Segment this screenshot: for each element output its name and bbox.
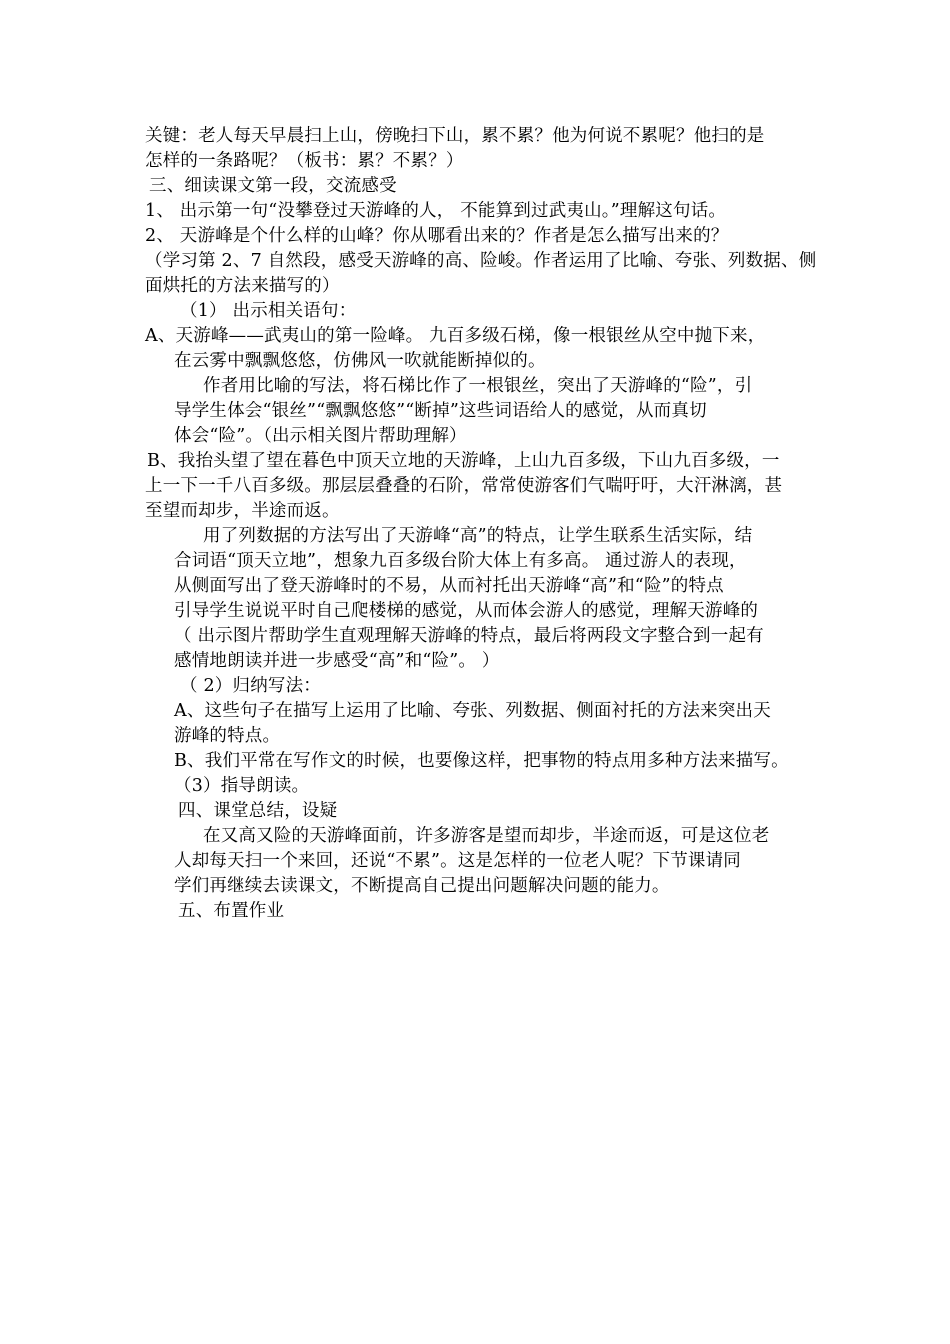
section-heading-4: 四、课堂总结，设疑 xyxy=(178,801,338,821)
text-line-conclusion-2: 人却每天扫一个来回，还说“不累”。这是怎样的一位老人呢？下节课请同 xyxy=(174,851,741,871)
text-line-conclusion-1: 在又高又险的天游峰面前，许多游客是望而却步，半途而返，可是这位老 xyxy=(203,826,770,846)
section-heading-5: 五、布置作业 xyxy=(178,901,285,921)
text-line-a-2: 在云雾中飘飘悠悠，仿佛风一吹就能断掉似的。 xyxy=(174,351,546,371)
text-line-keypoint-2: 怎样的一条路呢？（板书：累？不累？） xyxy=(145,151,464,171)
text-line-conclusion-3: 学们再继续去读课文，不断提高自己提出问题解决问题的能力。 xyxy=(174,876,670,896)
text-line-a-analysis-2: 导学生体会“银丝”“飘飘悠悠”“断掉”这些词语给人的感觉，从而真切 xyxy=(174,401,707,421)
text-line-b-analysis-4: 引导学生说说平时自己爬楼梯的感觉，从而体会游人的感觉，理解天游峰的 xyxy=(174,601,759,621)
text-line-study-2: 面烘托的方法来描写的） xyxy=(145,276,340,296)
text-line-b-1: B、我抬头望了望在暮色中顶天立地的天游峰，上山九百多级，下山九百多级，一 xyxy=(147,451,780,471)
text-line-a-1: A、天游峰——武夷山的第一险峰。 九百多级石梯，像一根银丝从空中抛下来， xyxy=(145,326,766,346)
text-line-study-1: （学习第 2、7 自然段，感受天游峰的高、险峻。作者运用了比喻、夸张、列数据、侧 xyxy=(145,251,817,271)
text-line-summary-b: B、我们平常在写作文的时候，也要像这样，把事物的特点用多种方法来描写。 xyxy=(174,751,789,771)
text-line-summary-a-1: A、这些句子在描写上运用了比喻、夸张、列数据、侧面衬托的方法来突出天 xyxy=(174,701,771,721)
text-line-summary-a-2: 游峰的特点。 xyxy=(174,726,281,746)
subheading-3: （3）指导朗读。 xyxy=(174,776,310,796)
text-line-b-3: 至望而却步，半途而返。 xyxy=(145,501,340,521)
text-line-b-analysis-3: 从侧面写出了登天游峰时的不易，从而衬托出天游峰“高”和“险”的特点 xyxy=(174,576,724,596)
section-heading-3: 三、细读课文第一段，交流感受 xyxy=(149,176,397,196)
text-line-a-analysis-3: 体会“险”。（出示相关图片帮助理解） xyxy=(174,426,467,446)
text-line-a-analysis-1: 作者用比喻的写法，将石梯比作了一根银丝，突出了天游峰的“险”，引 xyxy=(203,376,753,396)
subheading-1: （1） 出示相关语句： xyxy=(180,301,357,321)
text-line-item-1: 1、 出示第一句“没攀登过天游峰的人， 不能算到过武夷山。”理解这句话。 xyxy=(145,201,727,221)
subheading-2: （ 2）归纳写法： xyxy=(180,676,321,696)
text-line-b-analysis-2: 合词语“顶天立地”，想象九百多级台阶大体上有多高。 通过游人的表现， xyxy=(174,551,747,571)
text-line-b-analysis-5: （ 出示图片帮助学生直观理解天游峰的特点，最后将两段文字整合到一起有 xyxy=(174,626,764,646)
text-line-b-2: 上一下一千八百多级。那层层叠叠的石阶，常常使游客们气喘吁吁，大汗淋漓，甚 xyxy=(145,476,783,496)
text-line-b-analysis-6: 感情地朗读并进一步感受“高”和“险”。 ） xyxy=(174,651,500,671)
text-line-b-analysis-1: 用了列数据的方法写出了天游峰“高”的特点，让学生联系生活实际，结 xyxy=(203,526,753,546)
text-line-keypoint-1: 关键：老人每天早晨扫上山，傍晚扫下山，累不累？他为何说不累呢？他扫的是 xyxy=(145,126,765,146)
text-line-item-2: 2、 天游峰是个什么样的山峰？你从哪看出来的？作者是怎么描写出来的？ xyxy=(145,226,729,246)
